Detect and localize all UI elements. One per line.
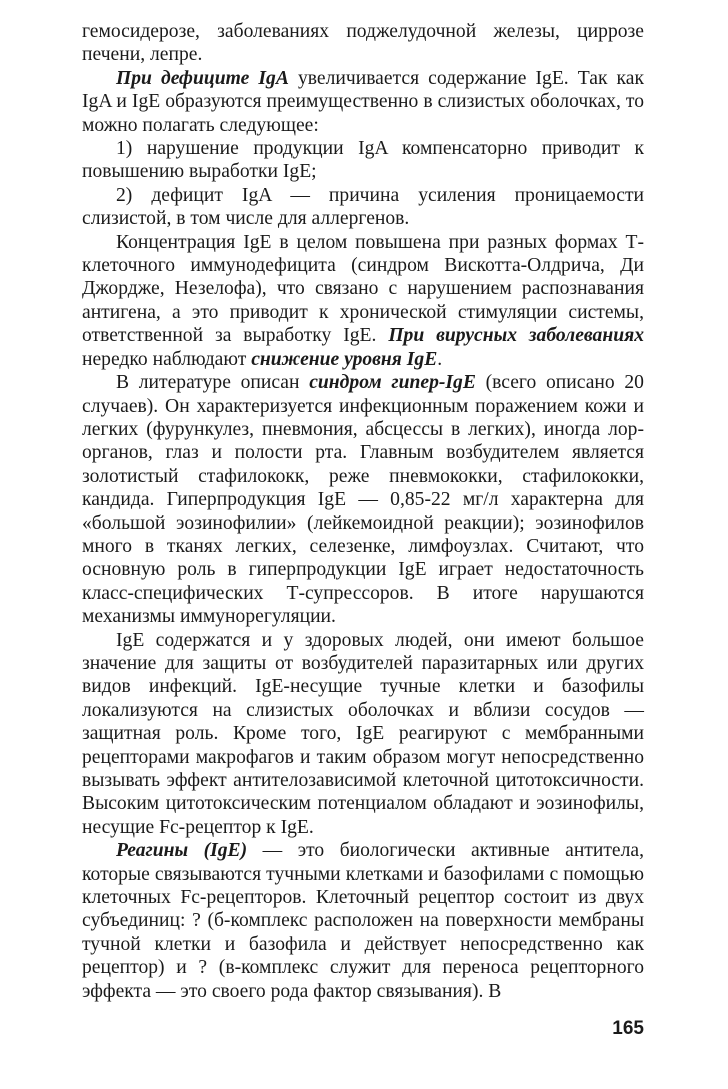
emphasis-text: синдром гипер-IgE xyxy=(309,372,476,394)
paragraph-hyper-ige-syndrome xyxy=(82,371,644,628)
body-text: увеличивается содержание IgE. Так как IgA и IgE образуются преимущественно в слизистых оболочках, то можно полагать следующее: xyxy=(82,67,644,136)
emphasis-text: При дефиците IgA xyxy=(116,67,289,89)
body-text: Концентрация IgE в целом повышена при разных формах Т-клеточного иммунодефицита (синдром Вискотта-Олдрича, Ди Джордже, Незелофа), что связано с нарушением распознавания антигена, а это приводит к хронической стимуляции системы, ответственной за выработку IgE. xyxy=(82,231,644,347)
emphasis-text: При вирусных заболеваниях xyxy=(388,325,644,347)
body-text: IgE содержатся и у здоровых людей, они имеют большое значение для защиты от возбудителей паразитарных или других видов инфекций. IgE-несущие тучные клетки и базофилы локализуются на слизистых оболочках и вблизи сосудов — защитная роль. Кроме того, IgE реагируют с мембранными рецепторами макрофагов и таким образом могут непосредственно вызывать эффект антителозависимой клеточной цитотоксичности. Высоким цитотоксическим потенциалом обладают и эозинофилы, несущие Fc-рецептор к IgE. xyxy=(82,629,644,838)
body-text: — это биологически активные антитела, которые связываются тучными клетками и базофилами с помощью клеточных Fc-рецепторов. Клеточный рецептор состоит из двух субъединиц: ? (б-комплекс расположен на поверхности мембраны тучной клетки и базофила и действует непосредственно как рецептор) и ? (в-комплекс служит для переноса рецепторного эффекта — это своего рода фактор связывания). В xyxy=(82,840,644,1002)
body-text: . xyxy=(437,348,443,370)
body-text: 1) нарушение продукции IgA компенсаторно приводит к повышению выработки IgE; xyxy=(82,138,644,183)
paragraph-iga-deficiency xyxy=(82,67,644,137)
body-text: (всего описано 20 случаев). Он характеризуется инфекционным поражением кожи и легких (фурункулез, пневмония, абсцессы в легких), иногда лор-органов, глаз и полости рта. Главным возбудителем является золотистый стафилококк, реже пневмококки, стафилококки, кандида. Гиперпродукция IgE — 0,85-22 мг/л характерна для «большой эозинофилии» (лейкемоидной реакции); эозинофилов много в тканях легких, селезенке, лимфоузлах. Считают, что основную роль в гиперпродукции IgE играет недостаточность класс-специфических Т-супрессоров. В итоге нарушаются механизмы иммунорегуляции. xyxy=(82,372,644,628)
body-text: гемосидерозе, заболеваниях поджелудочной железы, циррозе печени, лепре. xyxy=(82,21,644,66)
body-text: 2) дефицит IgA — причина усиления проницаемости слизистой, в том числе для аллергенов. xyxy=(82,184,644,230)
emphasis-text: снижение уровня IgE xyxy=(251,348,438,370)
paragraph-0 xyxy=(82,20,644,67)
list-item-2 xyxy=(82,184,644,231)
paragraph-ige-concentration xyxy=(82,231,644,371)
paragraph-ige-in-healthy xyxy=(82,629,644,840)
body-text: В литературе описан xyxy=(116,372,310,394)
page-number: 165 xyxy=(612,1018,644,1039)
emphasis-text: Реагины (IgE) xyxy=(116,840,248,862)
body-text: нередко наблюдают xyxy=(82,348,252,370)
paragraph-reagins xyxy=(82,839,644,1003)
list-item-1 xyxy=(82,137,644,184)
document-page xyxy=(82,20,644,1003)
